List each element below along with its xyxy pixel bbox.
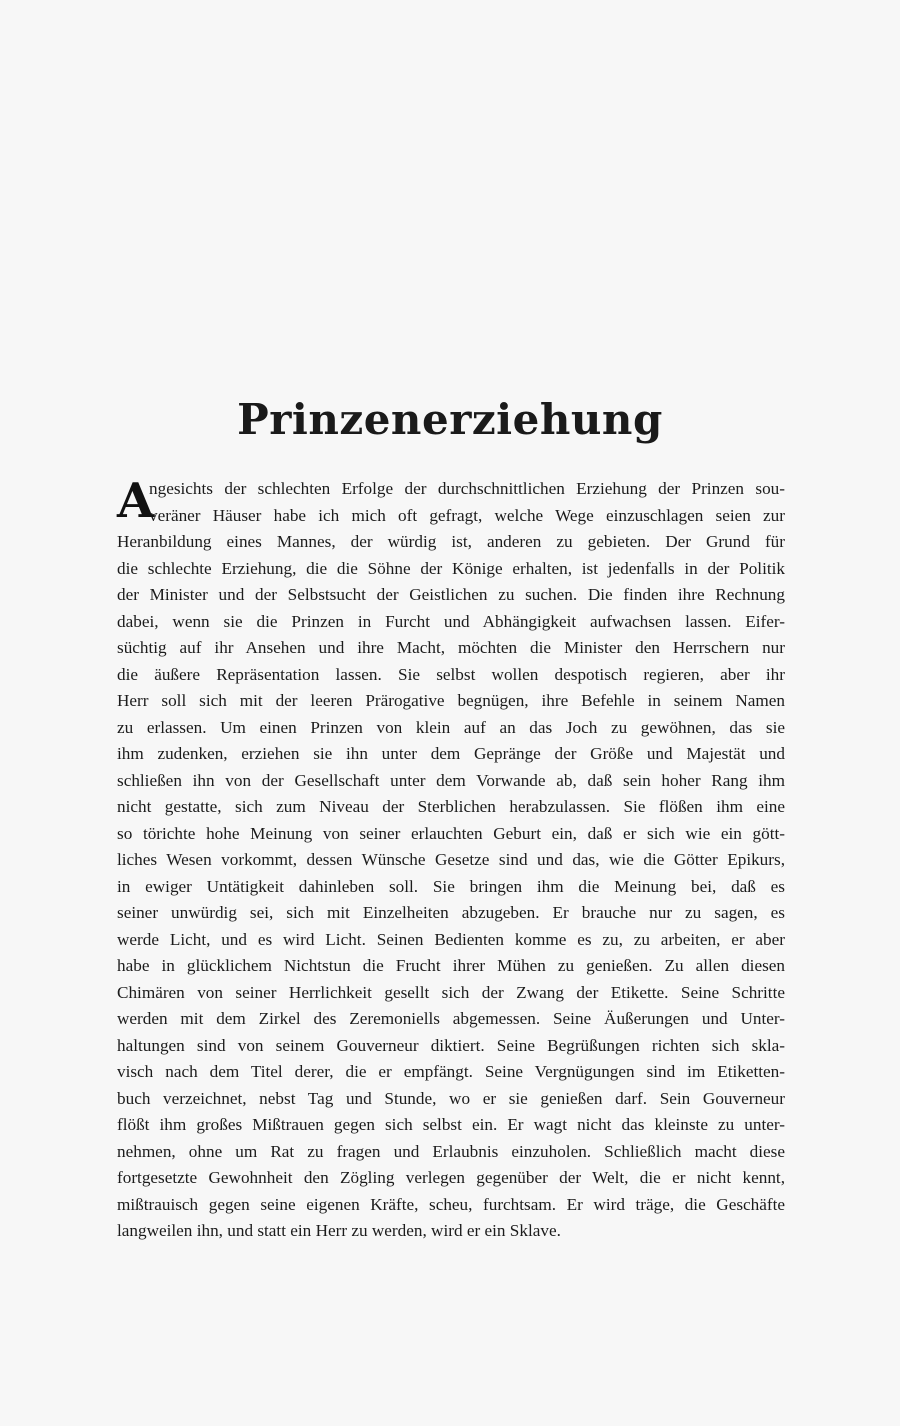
text-line: nicht gestatte, sich zum Niveau der Sterblichen herabzulassen. Sie flößen ihm eine (117, 797, 785, 816)
text-line: süchtig auf ihr Ansehen und ihre Macht, möchten die Minister den Herrschern nur (117, 638, 785, 657)
text-line: visch nach dem Titel derer, die er empfängt. Seine Vergnügungen sind im Etiketten- (117, 1062, 785, 1081)
text-line: veräner Häuser habe ich mich oft gefragt, welche Wege einzuschlagen seien zur (149, 505, 785, 525)
text-line: seiner unwürdig sei, sich mit Einzelheiten abzugeben. Er brauche nur zu sagen, es (117, 903, 785, 922)
body-text (117, 473, 785, 1245)
text-line: dabei, wenn sie die Prinzen in Furcht und Abhängigkeit aufwachsen lassen. Eifer- (117, 611, 785, 631)
text-line: buch verzeichnet, nebst Tag und Stunde, wo er sie genießen darf. Sein Gouverneur (117, 1088, 785, 1108)
text-line: werde Licht, und es wird Licht. Seinen Bedienten komme es zu, zu arbeiten, er aber (117, 929, 785, 949)
text-line: schließen ihn von der Gesellschaft unter dem Vorwande ab, daß sein hoher Rang ihm (117, 770, 785, 790)
text-line: die äußere Repräsentation lassen. Sie selbst wollen despotisch regieren, aber ihr (117, 664, 785, 684)
text-line: nehmen, ohne um Rat zu fragen und Erlaubnis einzuholen. Schließlich macht diese (117, 1141, 785, 1161)
drop-cap: A (117, 473, 155, 529)
text-line: Heranbildung eines Mannes, der würdig ist, anderen zu gebieten. Der Grund für (117, 532, 785, 551)
text-line: werden mit dem Zirkel des Zeremoniells abgemessen. Seine Äußerungen und Unter- (117, 1009, 785, 1028)
text-line: langweilen ihn, und statt ein Herr zu werden, wird er ein Sklave. (117, 1221, 561, 1240)
text-line: habe in glücklichem Nichtstun die Frucht ihrer Mühen zu genießen. Zu allen diesen (117, 956, 785, 975)
text-line: fortgesetzte Gewohnheit den Zögling verlegen gegenüber der Welt, die er nicht kennt, (117, 1168, 785, 1187)
text-lines (117, 473, 785, 1245)
text-line: liches Wesen vorkommt, dessen Wünsche Gesetze sind und das, wie die Götter Epikurs, (117, 850, 785, 869)
text-line: ngesichts der schlechten Erfolge der durchschnittlichen Erziehung der Prinzen sou- (149, 479, 785, 498)
text-line: mißtrauisch gegen seine eigenen Kräfte, scheu, furchtsam. Er wird träge, die Geschäfte (117, 1194, 785, 1214)
text-line: flößt ihm großes Mißtrauen gegen sich selbst ein. Er wagt nicht das kleinste zu unter- (117, 1115, 785, 1134)
text-line: ihm zudenken, erziehen sie ihn unter dem Gepränge der Größe und Majestät und (117, 744, 785, 763)
text-line: Herr soll sich mit der leeren Prärogative begnügen, ihre Befehle in seinem Namen (117, 691, 785, 710)
page-title: Prinzenerziehung (237, 395, 663, 444)
text-line: der Minister und der Selbstsucht der Geistlichen zu suchen. Die finden ihre Rechnung (117, 585, 785, 604)
text-line: so törichte hohe Meinung von seiner erlauchten Geburt ein, daß er sich wie ein gött- (117, 823, 785, 843)
text-line: zu erlassen. Um einen Prinzen von klein auf an das Joch zu gewöhnen, das sie (117, 717, 785, 737)
text-line: die schlechte Erziehung, die die Söhne der Könige erhalten, ist jedenfalls in der Politik (117, 558, 785, 578)
text-line: Chimären von seiner Herrlichkeit gesellt sich der Zwang der Etikette. Seine Schritte (117, 982, 785, 1002)
text-line: in ewiger Untätigkeit dahinleben soll. Sie bringen ihm die Meinung bei, daß es (117, 876, 785, 896)
text-line: haltungen sind von seinem Gouverneur diktiert. Seine Begrüßungen richten sich skla- (117, 1035, 785, 1055)
